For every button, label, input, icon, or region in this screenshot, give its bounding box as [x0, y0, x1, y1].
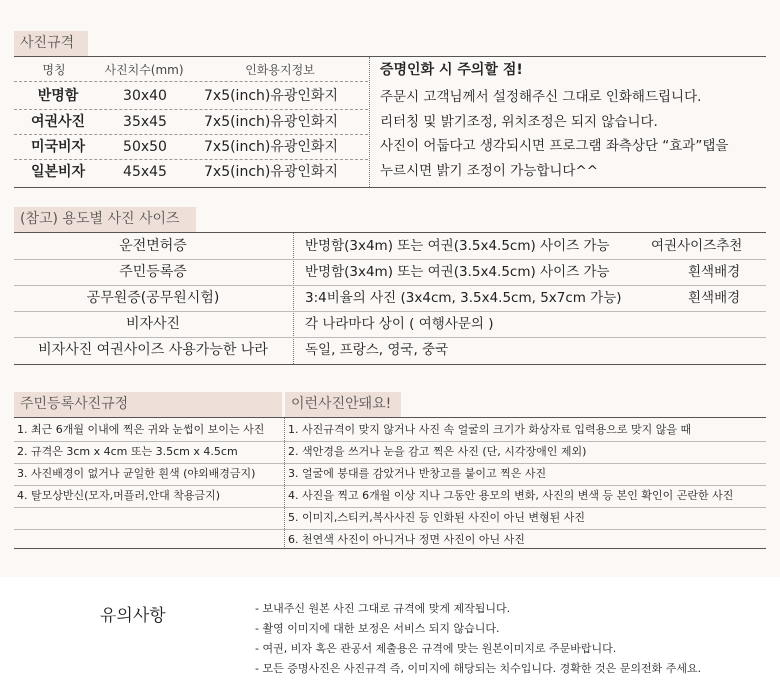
spec-notice-line: 누르시면 밝기 조정이 가능합니다^^ [380, 163, 599, 179]
rules-right-item: 5. 이미지,스티커,복사사진 등 인화된 사진이 아닌 변형된 사진 [288, 511, 585, 524]
caution-line: - 여권, 비자 혹은 관공서 제출용은 규격에 맞는 원본이미지로 주문바랍니다. [255, 642, 617, 655]
spec-notice-line: 사진이 어둡다고 생각되시면 프로그램 좌측상단 “효과”탭을 [380, 138, 729, 154]
usage-row-use: 공무원증(공무원시험) [86, 290, 220, 306]
rules-left-label: 주민등록사진규정 [14, 392, 282, 417]
rules-left-item: 2. 규격은 3cm x 4cm 또는 3.5cm x 4.5cm [17, 445, 238, 458]
usage-row-size: 독일, 프랑스, 영국, 중국 [305, 342, 449, 358]
rules-row-divider [14, 507, 766, 508]
rules-left-item: 3. 사진배경이 없거나 균일한 흰색 (야외배경금지) [17, 467, 256, 480]
rules-right-item: 1. 사진규격이 맞지 않거나 사진 속 얼굴의 크기가 화상자료 입력용으로 맞지 않을 때 [288, 423, 692, 436]
usage-section-label: (참고) 용도별 사진 사이즈 [14, 207, 196, 232]
spec-row-size: 30x40 [123, 88, 167, 104]
rules-right-label: 이런사진안돼요! [285, 392, 401, 417]
rules-left-item: 4. 탈모상반신(모자,머플러,안대 착용금지) [17, 489, 221, 502]
spec-header-divider [14, 81, 368, 82]
usage-bottom-border [14, 364, 766, 365]
rules-row-divider [14, 529, 766, 530]
rules-top-border [14, 417, 766, 418]
spec-row-paper: 7x5(inch)유광인화지 [204, 164, 338, 180]
usage-column-divider [293, 233, 294, 364]
rules-column-divider [284, 418, 285, 547]
rules-right-item: 3. 얼굴에 붕대를 감았거나 반창고를 붙이고 찍은 사진 [288, 467, 547, 480]
spec-notice-line: 주문시 고객님께서 설정해주신 그대로 인화해드립니다. [380, 89, 702, 105]
spec-row-size: 45x45 [123, 164, 167, 180]
usage-row-extra: 여권사이즈추천 [651, 238, 743, 254]
spec-row-name: 여권사진 [30, 114, 86, 130]
spec-row-name: 반명함 [37, 88, 79, 104]
rules-row-divider [14, 441, 766, 442]
usage-row-size: 반명함(3x4m) 또는 여권(3.5x4.5cm) 사이즈 가능 [305, 238, 610, 254]
usage-row-size: 3:4비율의 사진 (3x4cm, 3.5x4.5cm, 5x7cm 가능) [305, 290, 622, 306]
usage-row-use: 운전면허증 [119, 238, 187, 254]
caution-line: - 모든 증명사진은 사진규격 즉, 이미지에 해당되는 치수입니다. 경확한 것은 문의전화 주세요. [255, 662, 702, 675]
rules-bottom-border [14, 548, 766, 549]
rules-right-item: 6. 천연색 사진이 아니거나 정면 사진이 아닌 사진 [288, 533, 525, 546]
rules-left-item: 1. 최근 6개월 이내에 찍은 귀와 눈썹이 보이는 사진 [17, 423, 265, 436]
spec-header-size: 사진치수(mm) [104, 63, 184, 77]
usage-row-size: 각 나라마다 상이 ( 여행사문의 ) [305, 316, 494, 332]
spec-notice-line: 리터칭 및 밝기조정, 위치조정은 되지 않습니다. [380, 114, 658, 130]
spec-row-size: 50x50 [123, 139, 167, 155]
spec-header-name: 명칭 [42, 63, 66, 77]
spec-row-name: 일본비자 [30, 164, 86, 180]
caution-panel [0, 577, 780, 700]
spec-row-paper: 7x5(inch)유광인화지 [204, 88, 338, 104]
rules-right-item: 4. 사진을 찍고 6개월 이상 지나 그동안 용모의 변화, 사진의 변색 등 본인 확인이 곤란한 사진 [288, 489, 734, 502]
spec-row-name: 미국비자 [30, 139, 86, 155]
caution-line: - 보내주신 원본 사진 그대로 규격에 맞게 제작됩니다. [255, 602, 511, 615]
usage-row-use: 비자사진 여권사이즈 사용가능한 나라 [38, 342, 268, 358]
spec-row-paper: 7x5(inch)유광인화지 [204, 114, 338, 130]
usage-row-size: 반명함(3x4m) 또는 여권(3.5x4.5cm) 사이즈 가능 [305, 264, 610, 280]
spec-header-paper: 인화용지정보 [245, 63, 315, 77]
rules-row-divider [14, 485, 766, 486]
spec-row-paper: 7x5(inch)유광인화지 [204, 139, 338, 155]
caution-title: 유의사항 [100, 606, 166, 626]
usage-row-extra: 흰색배경 [688, 264, 741, 280]
caution-line: - 촬영 이미지에 대한 보정은 서비스 되지 않습니다. [255, 622, 500, 635]
spec-section-label: 사진규격 [14, 31, 88, 56]
spec-bottom-border [14, 187, 766, 188]
spec-notice-title: 증명인화 시 주의할 점! [380, 62, 523, 78]
rules-right-item: 2. 색안경을 쓰거나 눈을 감고 찍은 사진 (단, 시각장애인 제외) [288, 445, 587, 458]
usage-row-extra: 흰색배경 [688, 290, 741, 306]
usage-row-use: 비자사진 [125, 316, 181, 332]
spec-column-divider [369, 57, 370, 187]
usage-row-use: 주민등록증 [119, 264, 187, 280]
rules-row-divider [14, 463, 766, 464]
spec-row-size: 35x45 [123, 114, 167, 130]
